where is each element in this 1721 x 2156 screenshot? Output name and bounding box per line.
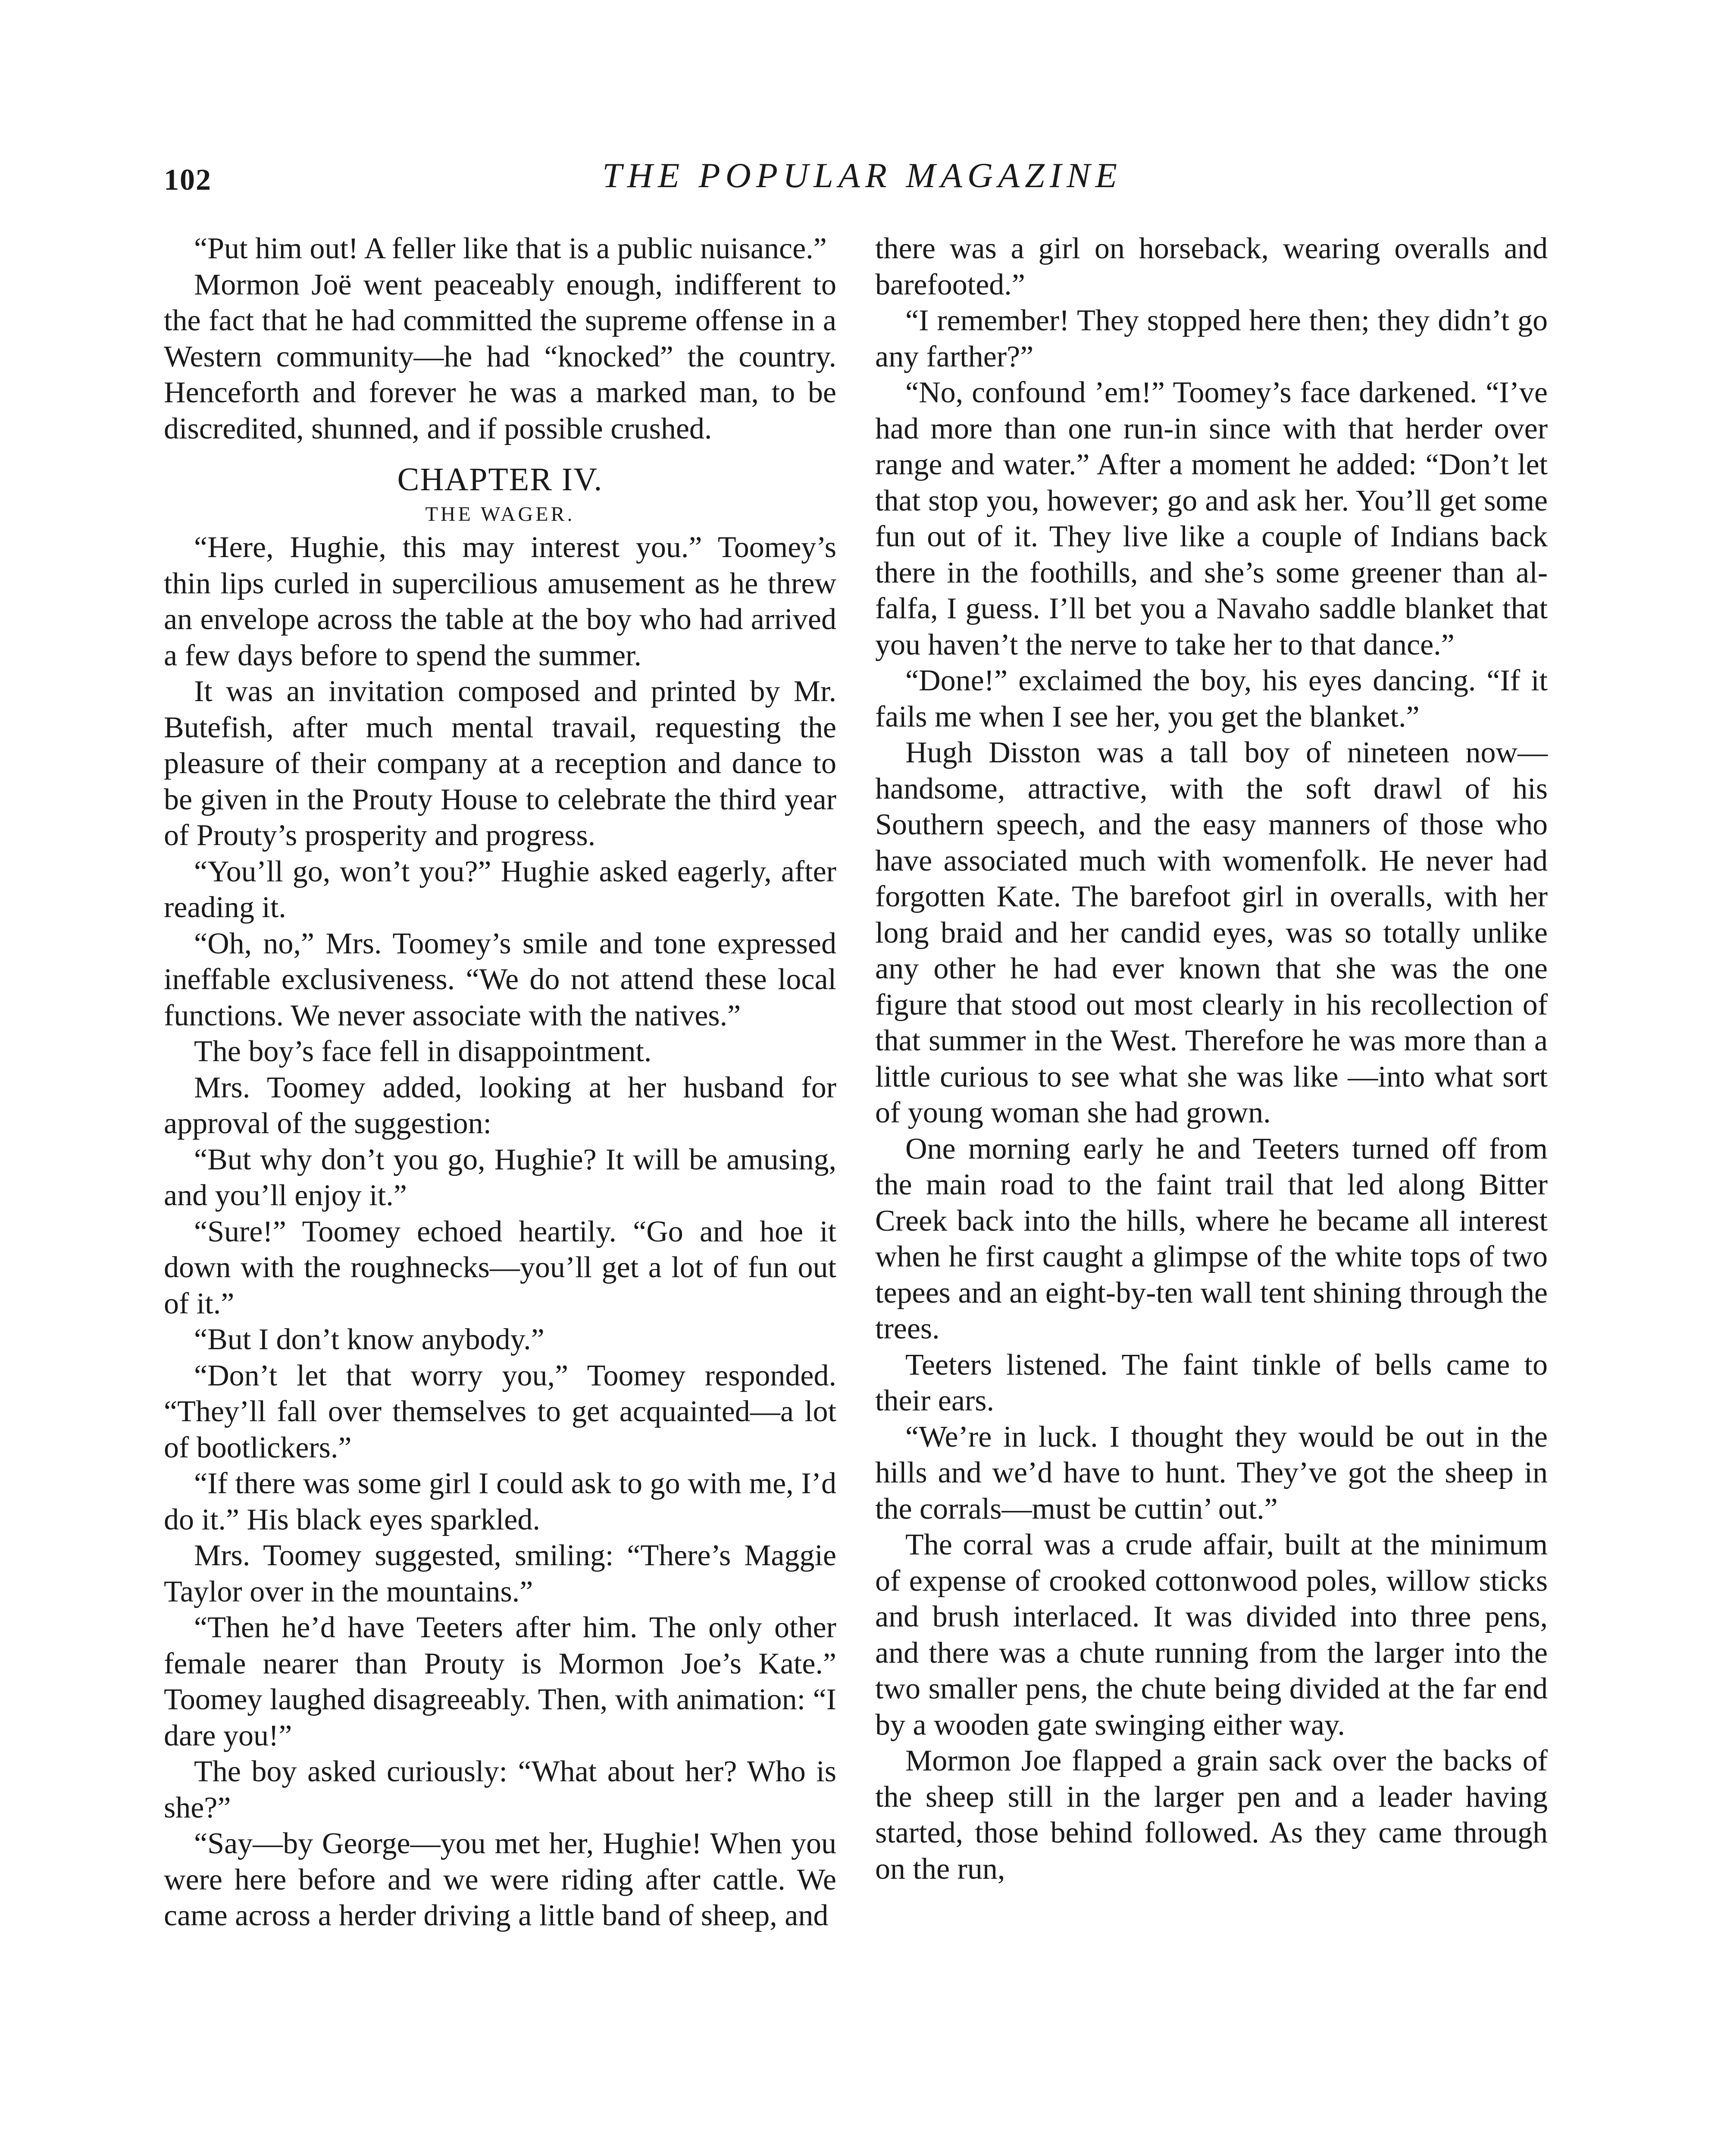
- running-title: THE POPULAR MAGAZINE: [602, 156, 1122, 195]
- paragraph: Mrs. Toomey suggested, smiling: “There’s Maggie Taylor over in the mountains.”: [164, 1539, 836, 1608]
- paragraph: Mormon Joë went peaceably enough, indifferent to the fact that he had committed the supreme offense in a Western community—he had “knocked” the country. Henceforth and forever he was a marked man, to be discredited, shunned, and if possible crushed.: [164, 268, 836, 445]
- paragraph: The boy’s face fell in disappointment.: [194, 1035, 652, 1068]
- paragraph: The boy asked curiously: “What about her? Who is she?”: [164, 1755, 836, 1824]
- paragraph: “I remember! They stopped here then; they didn’t go any farther?”: [875, 304, 1548, 373]
- paragraph: Hugh Disston was a tall boy of nineteen now—handsome, attractive, with the soft drawl of his Southern speech, and the easy manners of those who have associated much with womenfolk. He never had forgotten Kate. The barefoot girl in overalls, with her long braid and her candid eyes, was so totally unlike any other he had ever known that she was the one figure that stood out most clearly in his recollection of that summer in the West. Therefore he was more than a little curious to see what she was like —into what sort of young woman she had grown.: [875, 736, 1548, 1129]
- paragraph: Mormon Joe flapped a grain sack over the backs of the sheep still in the larger pen and a leader having started, those behind followed. As they came through on the run,: [875, 1744, 1548, 1886]
- paragraph: “You’ll go, won’t you?” Hughie asked eagerly, after reading it.: [164, 855, 836, 924]
- paragraph: “Then he’d have Teeters after him. The only other female nearer than Prouty is Mormon Joe’s Kate.” Toomey laughed disagreeably. Then, with animation: “I dare you!”: [164, 1611, 836, 1752]
- paragraph: “Put him out! A feller like that is a public nuisance.”: [194, 232, 827, 265]
- paragraph: The corral was a crude affair, built at the minimum of expense of crooked cottonwood poles, willow sticks and brush interlaced. It was divided into three pens, and there was a chute running from the larger into the two smaller pens, the chute being divided at the far end by a wooden gate swinging either way.: [875, 1528, 1548, 1742]
- chapter-heading: CHAPTER IV.: [397, 461, 603, 498]
- paragraph-continued: there was a girl on horseback, wearing overalls and barefooted.”: [875, 232, 1548, 301]
- paragraph: “We’re in luck. I thought they would be out in the hills and we’d have to hunt. They’ve got the sheep in the corrals—must be cuttin’ out.”: [875, 1420, 1548, 1526]
- paragraph: “Here, Hughie, this may interest you.” Toomey’s thin lips curled in supercilious amusement as he threw an envelope across the table at the boy who had arrived a few days before to spend the summer.: [164, 531, 836, 672]
- page-header: [164, 155, 1561, 216]
- paragraph: “Don’t let that worry you,” Toomey responded. “They’ll fall over themselves to get acquainted—a lot of bootlickers.”: [164, 1359, 836, 1464]
- chapter-subtitle: THE WAGER.: [425, 503, 575, 526]
- paragraph: “No, confound ’em!” Toomey’s face darkened. “I’ve had more than one run-in since with that herder over range and water.” After a moment he added: “Don’t let that stop you, however; go and ask her. You’ll get some fun out of it. They live like a couple of Indians back there in the foothills, and she’s some greener than alfalfa, I guess. I’ll bet you a Navaho saddle blanket that you haven’t the nerve to take her to that dance.”: [875, 376, 1548, 661]
- paragraph: Mrs. Toomey added, looking at her husband for approval of the suggestion:: [164, 1071, 836, 1140]
- paragraph: “Say—by George—you met her, Hughie! When you were here before and we were riding after cattle. We came across a herder driving a little band of sheep, and: [164, 1827, 836, 1932]
- paragraph: “But why don’t you go, Hughie? It will be amusing, and you’ll enjoy it.”: [164, 1143, 836, 1212]
- paragraph: “If there was some girl I could ask to go with me, I’d do it.” His black eyes sparkled.: [164, 1467, 836, 1536]
- page-number: 102: [164, 163, 212, 197]
- paragraph: Teeters listened. The faint tinkle of bells came to their ears.: [875, 1348, 1548, 1417]
- paragraph: “Sure!” Toomey echoed heartily. “Go and hoe it down with the roughnecks—you’ll get a lot of fun out of it.”: [164, 1215, 836, 1320]
- paragraph: It was an invitation composed and printed by Mr. Butefish, after much mental travail, requesting the pleasure of their company at a reception and dance to be given in the Prouty House to celebrate the third year of Prouty’s prosperity and progress.: [164, 675, 836, 852]
- paragraph: “Oh, no,” Mrs. Toomey’s smile and tone expressed ineffable exclusiveness. “We do not attend these local functions. We never associate with the natives.”: [164, 927, 836, 1032]
- right-column: [875, 231, 1548, 1887]
- paragraph: One morning early he and Teeters turned off from the main road to the faint trail that led along Bitter Creek back into the hills, where he became all interest when he first caught a glimpse of the white tops of two tepees and an eight-by-ten wall tent shining through the trees.: [875, 1132, 1548, 1345]
- paragraph: “But I don’t know anybody.”: [194, 1323, 544, 1356]
- paragraph: “Done!” exclaimed the boy, his eyes dancing. “If it fails me when I see her, you get the blanket.”: [875, 664, 1548, 733]
- left-column: [164, 231, 836, 1934]
